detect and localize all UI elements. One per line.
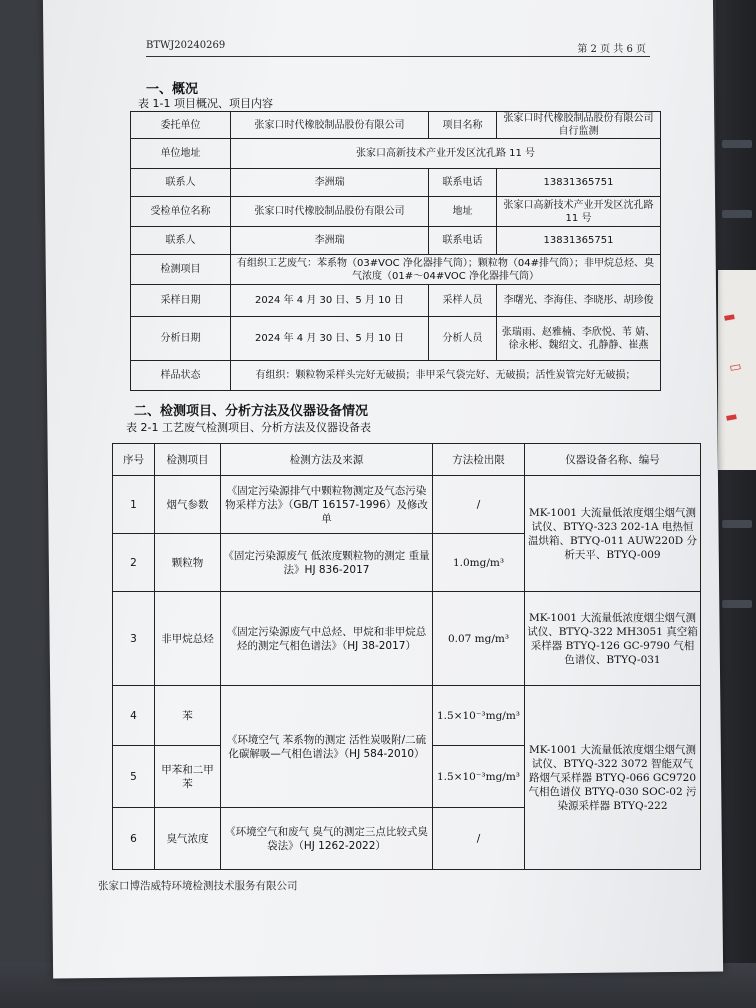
- row-6-limit: /: [433, 808, 525, 870]
- project-overview-table: [130, 111, 661, 391]
- value-sample-state: 有组织：颗粒物采样头完好无破损；非甲采气袋完好、无破损；活性炭管完好无破损；: [231, 361, 661, 391]
- company-footer: 张家口博浩威特环境检测技术服务有限公司: [98, 880, 298, 892]
- value-analysts: 张瑞雨、赵雅楠、李欣悦、苇 婧、徐永彬、魏绍文、孔静静、崔燕: [497, 317, 661, 361]
- row-1-item: 烟气参数: [155, 476, 221, 534]
- row-4-5-method: 《环境空气 苯系物的测定 活性炭吸附/二硫化碳解吸—气相色谱法》（HJ 584-2010）: [221, 686, 433, 808]
- label-sampling-date: 采样日期: [131, 285, 231, 317]
- label-inspected-address: 地址: [429, 197, 497, 227]
- row-4-no: 4: [113, 686, 155, 746]
- header-rule: [146, 56, 650, 57]
- value-phone: 13831365751: [497, 169, 661, 197]
- section-1-title: 一、概况: [146, 82, 199, 97]
- row-6-item: 臭气浓度: [155, 808, 221, 870]
- value-contact: 李洲瑞: [231, 169, 429, 197]
- row-2-limit: 1.0mg/m³: [433, 534, 525, 592]
- label-sample-state: 样品状态: [131, 361, 231, 391]
- col-header-limit: 方法检出限: [433, 444, 525, 476]
- row-1-method: 《固定污染源排气中颗粒物测定及气态污染物采样方法》（GB/T 16157-1996）及修改单: [221, 476, 433, 534]
- value-client: 张家口时代橡胶制品股份有限公司: [231, 112, 429, 139]
- equipment-group-a: MK-1001 大流量低浓度烟尘烟气测试仪、BTYQ-323 202-1A 电热恒温烘箱、BTYQ-011 AUW220D 分析天平、BTYQ-009: [525, 476, 701, 592]
- label-phone-2: 联系电话: [429, 227, 497, 255]
- report-number: BTWJ20240269: [146, 40, 226, 51]
- label-contact-2: 联系人: [131, 227, 231, 255]
- row-5-item: 甲苯和二甲苯: [155, 746, 221, 808]
- table-2-caption: 表 2-1 工艺废气检测项目、分析方法及仪器设备表: [126, 421, 371, 434]
- label-address: 单位地址: [131, 139, 231, 169]
- desk-background-right: [716, 0, 756, 1008]
- value-sampling-date: 2024 年 4 月 30 日、5 月 10 日: [231, 285, 429, 317]
- value-analysis-date: 2024 年 4 月 30 日、5 月 10 日: [231, 317, 429, 361]
- row-3-item: 非甲烷总烃: [155, 592, 221, 686]
- row-2-item: 颗粒物: [155, 534, 221, 592]
- label-analysts: 分析人员: [429, 317, 497, 361]
- page-number: 第 2 页 共 6 页: [577, 44, 646, 55]
- value-phone-2: 13831365751: [497, 227, 661, 255]
- row-1-limit: /: [433, 476, 525, 534]
- value-contact-2: 李洲瑞: [231, 227, 429, 255]
- label-test-items: 检测项目: [131, 255, 231, 285]
- table-1-caption: 表 1-1 项目概况、项目内容: [138, 97, 273, 110]
- label-contact: 联系人: [131, 169, 231, 197]
- equipment-group-b: MK-1001 大流量低浓度烟尘烟气测试仪、BTYQ-322 MH3051 真空箱采样器 BTYQ-126 GC-9790 气相色谱仪、BTYQ-031: [525, 592, 701, 686]
- methods-equipment-table: [112, 443, 701, 870]
- value-address: 张家口高新技术产业开发区沈孔路 11 号: [231, 139, 661, 169]
- row-1-no: 1: [113, 476, 155, 534]
- page-header: [146, 38, 646, 56]
- row-3-limit: 0.07 mg/m³: [433, 592, 525, 686]
- label-client: 委托单位: [131, 112, 231, 139]
- row-3-method: 《固定污染源废气中总烃、甲烷和非甲烷总烃的测定气相色谱法》（HJ 38-2017）: [221, 592, 433, 686]
- row-5-limit: 1.5×10⁻³mg/m³: [433, 746, 525, 808]
- col-header-item: 检测项目: [155, 444, 221, 476]
- label-inspected-unit: 受检单位名称: [131, 197, 231, 227]
- equipment-group-c: MK-1001 大流量低浓度烟尘烟气测试仪、BTYQ-322 3072 智能双气路烟气采样器 BTYQ-066 GC9720 气相色谱仪 BTYQ-030 SOC-02 污染源采样器 BTYQ-222: [525, 686, 701, 870]
- row-4-limit: 1.5×10⁻³mg/m³: [433, 686, 525, 746]
- value-inspected-unit: 张家口时代橡胶制品股份有限公司: [231, 197, 429, 227]
- seal-stamp-strip: ▮ ▯ ▮: [718, 270, 756, 470]
- label-analysis-date: 分析日期: [131, 317, 231, 361]
- col-header-method: 检测方法及来源: [221, 444, 433, 476]
- label-project-name: 项目名称: [429, 112, 497, 139]
- row-3-no: 3: [113, 592, 155, 686]
- section-2-title: 二、检测项目、分析方法及仪器设备情况: [134, 404, 369, 419]
- col-header-no: 序号: [113, 444, 155, 476]
- value-project-name: 张家口时代橡胶制品股份有限公司自行监测: [497, 112, 661, 139]
- value-inspected-address: 张家口高新技术产业开发区沈孔路 11 号: [497, 197, 661, 227]
- row-5-no: 5: [113, 746, 155, 808]
- col-header-equipment: 仪器设备名称、编号: [525, 444, 701, 476]
- value-samplers: 李曙光、李海佳、李晓彤、胡珍俊: [497, 285, 661, 317]
- label-samplers: 采样人员: [429, 285, 497, 317]
- row-6-no: 6: [113, 808, 155, 870]
- row-4-item: 苯: [155, 686, 221, 746]
- row-6-method: 《环境空气和废气 臭气的测定三点比较式臭袋法》（HJ 1262-2022）: [221, 808, 433, 870]
- row-2-method: 《固定污染源废气 低浓度颗粒物的测定 重量法》HJ 836-2017: [221, 534, 433, 592]
- row-2-no: 2: [113, 534, 155, 592]
- label-phone: 联系电话: [429, 169, 497, 197]
- value-test-items: 有组织工艺废气：苯系物（03#VOC 净化器排气筒）；颗粒物（04#排气筒）；非甲烷总烃、臭气浓度（01#～04#VOC 净化器排气筒）: [231, 255, 661, 285]
